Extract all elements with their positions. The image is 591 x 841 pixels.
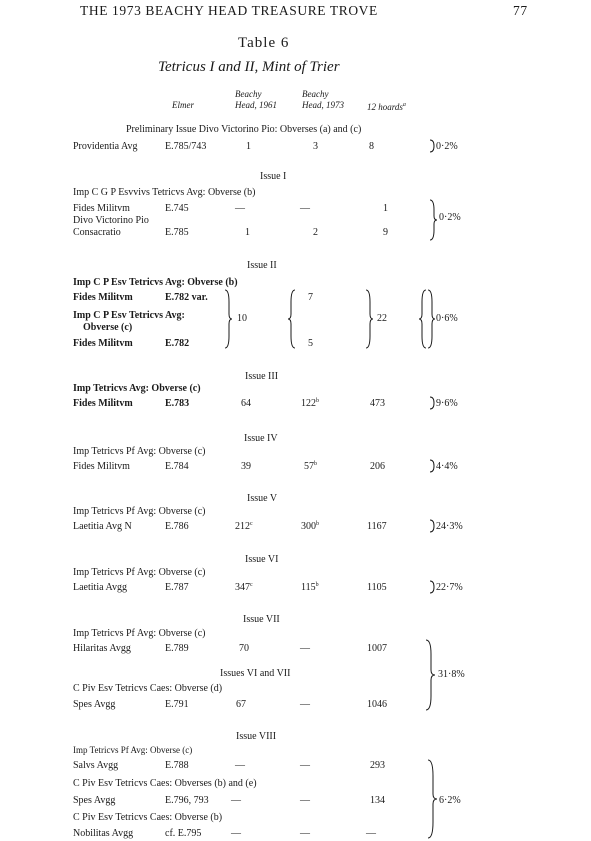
issue1-heading: Issue I	[260, 171, 287, 182]
issue1-pct: 0·2%	[439, 212, 461, 223]
issue4-type: Fides Militvm	[73, 461, 130, 472]
issue6-h12: 1105	[367, 582, 387, 593]
issue2-mid-type-line1: Imp C P Esv Tetricvs Avg:	[73, 310, 185, 321]
issue5-bh73: 300$^b$	[301, 521, 319, 532]
issue2-row1-elmer: E.782 var.	[165, 292, 208, 303]
prelim-type: Providentia Avg	[73, 141, 138, 152]
issue7-heading: Issue VII	[243, 614, 280, 625]
issue67-type: Spes Avgg	[73, 699, 116, 710]
issue1-row3-type: Consacratio	[73, 227, 121, 238]
issue5-brace	[429, 520, 435, 532]
issue8-row1-bh73: —	[300, 760, 310, 771]
prelim-bh73: 3	[313, 141, 318, 152]
issue3-heading: Issue III	[245, 371, 279, 382]
issue67-heading: Issues VI and VII	[220, 668, 291, 679]
issue3-h12: 473	[370, 398, 385, 409]
issue2-bh73-top: 7	[308, 292, 313, 303]
issue8-obverse1: Imp Tetricvs Pf Avg: Obverse (c)	[73, 745, 193, 755]
issue2-bh73-bottom: 5	[308, 338, 313, 349]
issue1-row1-type: Fides Militvm	[73, 203, 130, 214]
issue4-heading: Issue IV	[244, 433, 278, 444]
issue67-brace	[425, 640, 435, 710]
issue2-brace-a	[224, 290, 232, 348]
issue2-row1-type: Fides Militvm	[73, 292, 133, 303]
issue8-row3-bh73: —	[300, 828, 310, 839]
table-label: Table 6	[238, 35, 290, 51]
issue1-row3-bh73: 2	[313, 227, 318, 238]
issue1-row3-bh61: 1	[245, 227, 250, 238]
issue2-brace-c	[365, 290, 373, 348]
issue7-obverse: Imp Tetricvs Pf Avg: Obverse (c)	[73, 628, 206, 639]
issue7-elmer: E.789	[165, 643, 189, 654]
issue8-row2-h12: 134	[370, 795, 385, 806]
issue67-bh73: —	[300, 699, 310, 710]
issue8-heading: Issue VIII	[236, 731, 277, 742]
issue8-row2-bh61: —	[231, 795, 241, 806]
issue8-row1-type: Salvs Avgg	[73, 760, 119, 771]
issue1-brace	[429, 200, 437, 240]
issue6-heading: Issue VI	[245, 554, 279, 565]
page-number: 77	[513, 3, 528, 18]
issue2-pct: 0·6%	[436, 313, 458, 324]
col-bh1961-line2: Head, 1961	[235, 100, 277, 110]
table-title: Tetricus I and II, Mint of Trier	[158, 59, 340, 75]
issue3-elmer: E.783	[165, 398, 190, 409]
prelim-pct: 0·2%	[436, 141, 458, 152]
issue5-elmer: E.786	[165, 521, 189, 532]
issue4-elmer: E.784	[165, 461, 189, 472]
issue6-brace	[429, 581, 435, 593]
issue1-row1-elmer: E.745	[165, 203, 189, 214]
issue2-row2-type: Fides Militvm	[73, 338, 133, 349]
issue6-obverse: Imp Tetricvs Pf Avg: Obverse (c)	[73, 567, 206, 578]
issue8-row3-elmer: cf. E.795	[165, 828, 202, 839]
issue7-bh61: 70	[239, 643, 249, 654]
issue8-row3-dash: —	[366, 828, 376, 839]
issue5-pct: 24·3%	[436, 521, 463, 532]
issue8-row2-bh73: —	[300, 795, 310, 806]
issue7-bh73: —	[300, 643, 310, 654]
issue3-brace	[429, 397, 435, 409]
issue67-pct: 31·8%	[438, 669, 465, 680]
col-12-hoards: 12 hoards$^a$	[367, 102, 406, 112]
issue8-row3-bh61: —	[231, 828, 241, 839]
issue67-bh61: 67	[236, 699, 246, 710]
issue1-row1-h12: 1	[383, 203, 388, 214]
issue4-brace	[429, 460, 435, 472]
issue7-type: Hilaritas Avgg	[73, 643, 131, 654]
prelim-h12: 8	[369, 141, 374, 152]
issue8-row1-bh61: —	[235, 760, 245, 771]
issue8-row2-type: Spes Avgg	[73, 795, 116, 806]
issue5-heading: Issue V	[247, 493, 278, 504]
issue8-pct: 6·2%	[439, 795, 461, 806]
running-title: THE 1973 BEACHY HEAD TREASURE TROVE	[80, 3, 378, 18]
issue2-bh61: 10	[237, 313, 247, 324]
prelim-heading: Preliminary Issue Divo Victorino Pio: Obverses (a) and (c)	[126, 124, 362, 135]
issue8-obverse2: C Piv Esv Tetricvs Caes: Obverses (b) and (e)	[73, 778, 257, 789]
issue8-obverse3: C Piv Esv Tetricvs Caes: Obverse (b)	[73, 812, 223, 823]
issue2-heading: Issue II	[247, 260, 277, 271]
col-elmer: Elmer	[172, 100, 194, 110]
issue1-row2-type: Divo Victorino Pio	[73, 215, 149, 226]
issue3-type: Fides Militvm	[73, 398, 133, 409]
issue67-obverse: C Piv Esv Tetricvs Caes: Obverse (d)	[73, 683, 223, 694]
prelim-bh61: 1	[246, 141, 251, 152]
issue2-obverse: Imp C P Esv Tetricvs Avg: Obverse (b)	[73, 277, 238, 288]
issue2-brace-d	[419, 290, 427, 348]
issue5-h12: 1167	[367, 521, 387, 532]
issue3-bh61: 64	[241, 398, 251, 409]
issue1-row1-bh73: —	[300, 203, 310, 214]
issue1-row1-bh61: —	[235, 203, 245, 214]
issue2-h12: 22	[377, 313, 387, 324]
issue3-bh73: 122$^b$	[301, 398, 319, 409]
issue5-bh61: 212$^c$	[235, 521, 253, 532]
issue3-obverse: Imp Tetricvs Avg: Obverse (c)	[73, 383, 201, 394]
issue5-type: Laetitia Avg N	[73, 521, 132, 532]
issue6-elmer: E.787	[165, 582, 189, 593]
col-bh1973-line1: Beachy	[302, 89, 329, 99]
issue8-row3-type: Nobilitas Avgg	[73, 828, 134, 839]
col-bh1961-line1: Beachy	[235, 89, 262, 99]
issue6-bh61: 347$^c$	[235, 582, 253, 593]
issue4-obverse: Imp Tetricvs Pf Avg: Obverse (c)	[73, 446, 206, 457]
issue5-obverse: Imp Tetricvs Pf Avg: Obverse (c)	[73, 506, 206, 517]
issue1-row3-h12: 9	[383, 227, 388, 238]
issue3-pct: 9·6%	[436, 398, 458, 409]
issue2-brace-e	[427, 290, 435, 348]
issue4-pct: 4·4%	[436, 461, 458, 472]
issue8-row1-elmer: E.788	[165, 760, 189, 771]
issue2-brace-b	[288, 290, 296, 348]
issue6-pct: 22·7%	[436, 582, 463, 593]
issue4-bh73: 57$^b$	[304, 461, 317, 472]
issue8-row1-h12: 293	[370, 760, 385, 771]
issue7-h12: 1007	[367, 643, 387, 654]
col-bh1973-line2: Head, 1973	[302, 100, 344, 110]
issue4-h12: 206	[370, 461, 385, 472]
issue6-bh73: 115$^b$	[301, 582, 319, 593]
issue1-row3-elmer: E.785	[165, 227, 189, 238]
prelim-brace	[429, 140, 435, 152]
issue8-row2-elmer: E.796, 793	[165, 795, 209, 806]
issue2-mid-type-line2: Obverse (c)	[83, 322, 133, 333]
issue67-elmer: E.791	[165, 699, 189, 710]
issue2-row2-elmer: E.782	[165, 338, 190, 349]
issue67-h12: 1046	[367, 699, 387, 710]
issue1-obverse: Imp C G P Esvvivs Tetricvs Avg: Obverse (b)	[73, 187, 256, 198]
issue6-type: Laetitia Avgg	[73, 582, 127, 593]
issue4-bh61: 39	[241, 461, 251, 472]
prelim-elmer: E.785/743	[165, 141, 207, 152]
issue8-brace	[427, 760, 437, 838]
